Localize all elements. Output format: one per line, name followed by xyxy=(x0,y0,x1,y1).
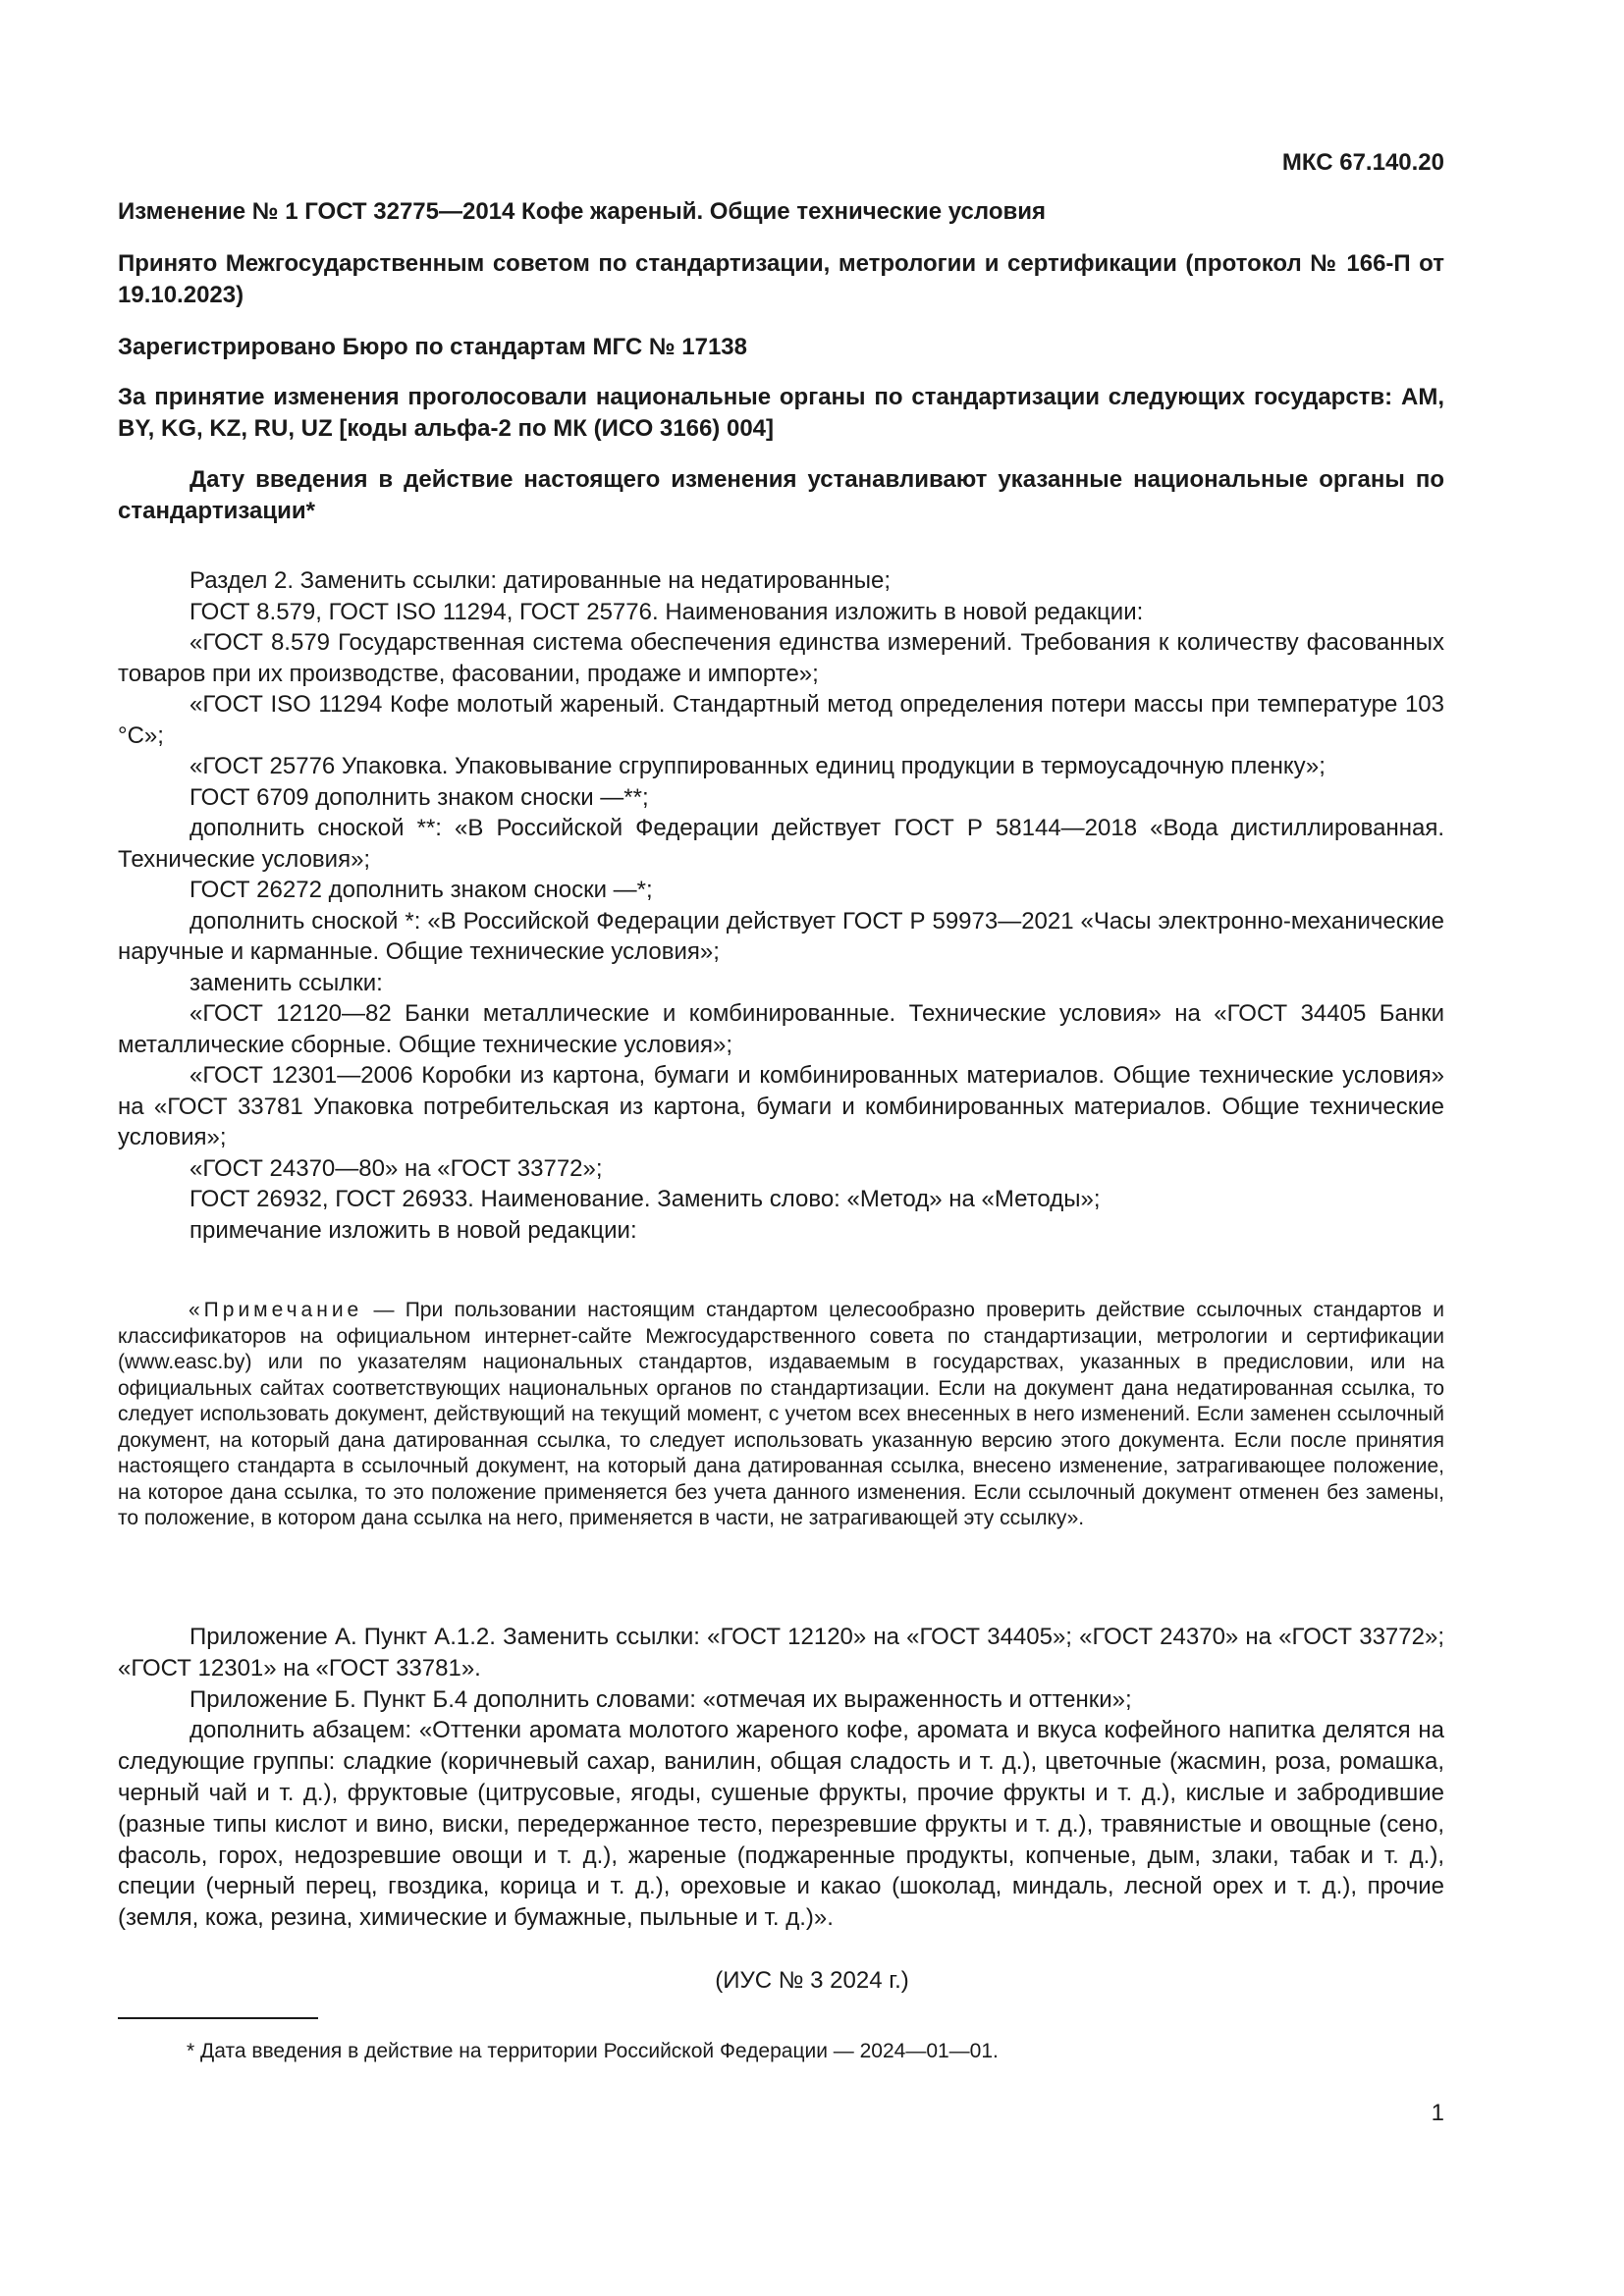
body-paragraph: ГОСТ 8.579, ГОСТ ISO 11294, ГОСТ 25776. Наименования изложить в новой редакции: xyxy=(189,598,1144,625)
body-paragraph: «ГОСТ 12301—2006 Коробки из картона, бумаги и комбинированных материалов. Общие технические условия» на «ГОСТ 33781 Упаковка потребительская из картона, бумаги и комбинированных материалов. Общие технические условия»; xyxy=(118,1062,1444,1150)
footnote: * Дата введения в действие на территории Российской Федерации — 2024—01—01. xyxy=(187,2040,999,2062)
note-text: — При пользовании настоящим стандартом целесообразно проверить действие ссылочных стандартов и классификаторов на официальном интернет-сайте Межгосударственного совета по стандартизации, метрологии и сертификации (www.easc.by) или по указателям национальных стандартов, издаваемым в государствах, указанных в предисловии, или на официальных сайтах соответствующих национальных органов по стандартизации. Если на документ дана недатированная ссылка, то следует использовать документ, действующий на текущий момент, с учетом всех внесенных в него изменений. Если заменен ссылочный документ, на который дана датированная ссылка, то следует использовать указанную версию этого документа. Если после принятия настоящего стандарта в ссылочный документ, на который дана датированная ссылка, внесено изменение, затрагивающее положение, на которое дана ссылка, то это положение применяется без учета данного изменения. Если ссылочный документ отменен без замены, то положение, в котором дана ссылка на него, применяется в части, не затрагивающей эту ссылку». xyxy=(118,1299,1444,1529)
registered-statement: Зарегистрировано Бюро по стандартам МГС № 17138 xyxy=(118,334,747,360)
appendix-paragraph: Приложение А. Пункт А.1.2. Заменить ссылки: «ГОСТ 12120» на «ГОСТ 34405»; «ГОСТ 24370» на «ГОСТ 33772»; «ГОСТ 12301» на «ГОСТ 33781». xyxy=(118,1624,1444,1682)
amendment-body xyxy=(118,565,1444,1246)
body-paragraph: примечание изложить в новой редакции: xyxy=(189,1216,637,1244)
appendix-paragraph: дополнить абзацем: «Оттенки аромата молотого жареного кофе, аромата и вкуса кофейного напитка делятся на следующие группы: сладкие (коричневый сахар, ванилин, общая сладость и т. д.), цветочные (жасмин, роза, ромашка, черный чай и т. д.), фруктовые (цитрусовые, ягоды, сушеные фрукты, прочие фрукты и т. д.), кислые и забродившие (разные типы кислот и вино, виски, передержанное тесто, перезревшие фрукты и т. д.), травянистые и овощные (сено, фасоль, горох, недозревшие овощи и т. д.), жареные (поджаренные продукты, копченые, дым, злаки, табак и т. д.), специи (черный перец, гвоздика, корица и т. д.), ореховые и какао (шоколад, миндаль, лесной орех и т. д.), прочие (земля, кожа, резина, химические и бумажные, пыльные и т. д.)». xyxy=(118,1717,1444,1932)
note-label: «Примечание xyxy=(189,1299,363,1321)
body-paragraph: ГОСТ 6709 дополнить знаком сноски —**; xyxy=(189,783,649,811)
body-paragraph: заменить ссылки: xyxy=(189,969,383,996)
body-paragraph: «ГОСТ 24370—80» на «ГОСТ 33772»; xyxy=(189,1154,603,1182)
body-paragraph: «ГОСТ 8.579 Государственная система обеспечения единства измерений. Требования к количеству фасованных товаров при их производстве, фасовании, продаже и импорте»; xyxy=(118,629,1444,687)
body-paragraph: Раздел 2. Заменить ссылки: датированные на недатированные; xyxy=(189,567,892,594)
appendix-body xyxy=(118,1622,1444,1934)
amendment-title: Изменение № 1 ГОСТ 32775—2014 Кофе жареный. Общие технические условия xyxy=(118,198,1046,225)
body-paragraph: ГОСТ 26272 дополнить знаком сноски —*; xyxy=(189,877,653,903)
footnote-divider xyxy=(118,2017,318,2019)
body-paragraph: ГОСТ 26932, ГОСТ 26933. Наименование. Заменить слово: «Метод» на «Методы»; xyxy=(189,1186,1101,1212)
appendix-paragraph: Приложение Б. Пункт Б.4 дополнить словами: «отмечая их выраженность и оттенки»; xyxy=(189,1685,1132,1713)
classification-code: МКС 67.140.20 xyxy=(1281,149,1444,176)
page-number: 1 xyxy=(1431,2100,1444,2126)
body-paragraph: «ГОСТ 25776 Упаковка. Упаковывание сгруппированных единиц продукции в термоусадочную пленку»; xyxy=(189,753,1326,779)
ius-reference: (ИУС № 3 2024 г.) xyxy=(715,1967,909,1994)
effective-date-statement: Дату введения в действие настоящего изменения устанавливают указанные национальные органы по стандартизации* xyxy=(118,466,1444,524)
adopted-statement: Принято Межгосударственным советом по стандартизации, метрологии и сертификации (протокол № 166-П от 19.10.2023) xyxy=(118,250,1444,308)
body-paragraph: «ГОСТ 12120—82 Банки металлические и комбинированные. Технические условия» на «ГОСТ 34405 Банки металлические сборные. Общие технические условия»; xyxy=(118,1000,1444,1058)
note-paragraph xyxy=(118,1298,1444,1532)
body-paragraph: дополнить сноской *: «В Российской Федерации действует ГОСТ Р 59973—2021 «Часы электронно-механические наручные и карманные. Общие технические условия»; xyxy=(118,907,1444,965)
body-paragraph: дополнить сноской **: «В Российской Федерации действует ГОСТ Р 58144—2018 «Вода дистиллированная. Технические условия»; xyxy=(118,815,1444,873)
body-paragraph: «ГОСТ ISO 11294 Кофе молотый жареный. Стандартный метод определения потери массы при температуре 103 °С»; xyxy=(118,691,1444,749)
voted-statement: За принятие изменения проголосовали национальные органы по стандартизации следующих государств: AM, BY, KG, KZ, RU, UZ [коды альфа-2 по МК (ИСО 3166) 004] xyxy=(118,384,1444,442)
